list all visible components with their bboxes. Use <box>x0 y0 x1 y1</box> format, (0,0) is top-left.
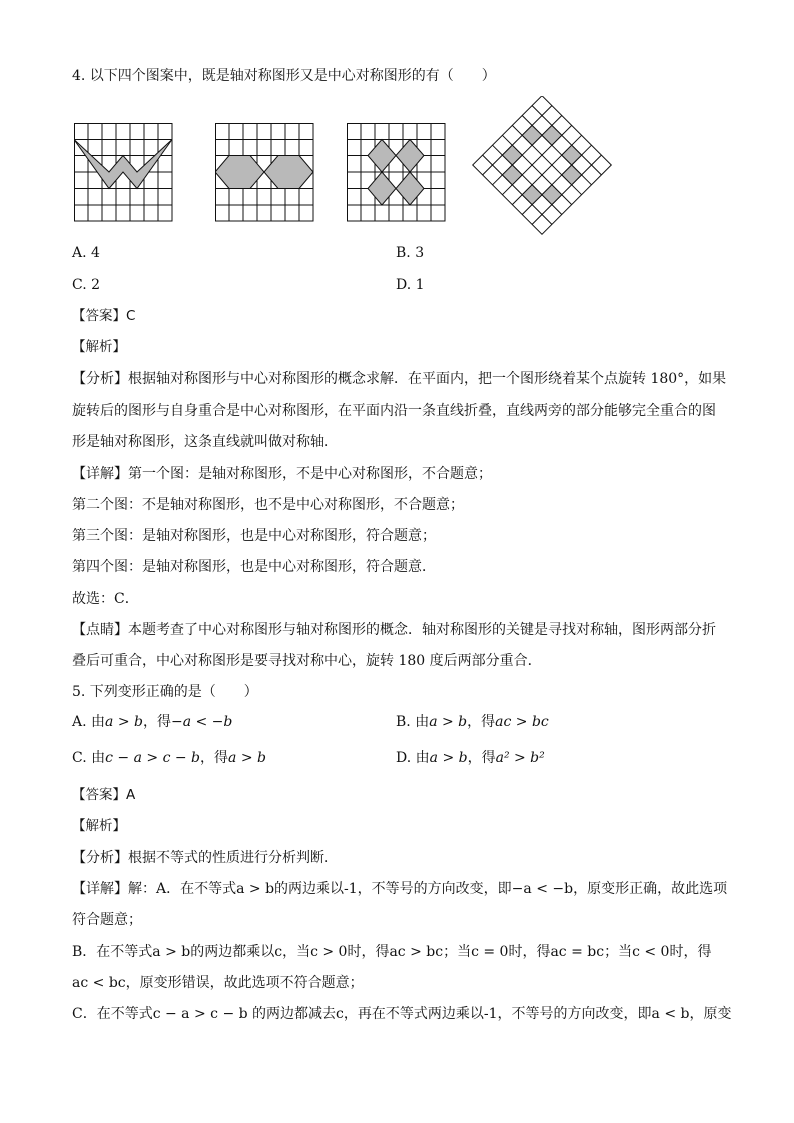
q4-fenxi-1: 【分析】根据轴对称图形与中心对称图形的概念求解．在平面内，把一个图形绕着某个点旋转 180°，如果 <box>72 371 727 387</box>
figure-3 <box>347 123 447 223</box>
diamond-bottom-right <box>396 172 424 205</box>
q5-stem: 5. 下列变形正确的是（ ） <box>72 684 258 700</box>
q5-option-c: C. 由c − a > c − b，得a > b <box>72 750 266 766</box>
q4-stem: 4. 以下四个图案中，既是轴对称图形又是中心对称图形的有（ ） <box>72 68 496 84</box>
diamond-bottom-left <box>368 172 396 205</box>
q4-analysis-tag: 【解析】 <box>72 339 126 355</box>
diamond-top-left <box>368 140 396 173</box>
q4-option-b: B. 3 <box>396 245 425 261</box>
q5-detail-1: 【详解】解：A．在不等式a > b的两边乘以-1，不等号的方向改变，即−a < −b，原变形正确，故此选项 <box>72 881 728 897</box>
q4-detail-2: 第二个图：不是轴对称图形，也不是中心对称图形，不合题意； <box>72 497 464 513</box>
figure-4 <box>472 96 614 238</box>
q4-fenxi-2: 旋转后的图形与自身重合是中心对称图形，在平面内沿一条直线折叠，直线两旁的部分能够完全重合的图 <box>72 403 716 419</box>
q5-detail-5: C．在不等式c − a > c − b 的两边都减去c，再在不等式两边乘以-1，不等号的方向改变，即a < b，原变 <box>72 1006 732 1022</box>
q5-detail-4: ac < bc，原变形错误，故此选项不符合题意； <box>72 975 364 991</box>
figure-2 <box>215 123 315 223</box>
diamond-top-right <box>396 140 424 173</box>
q5-option-d: D. 由a > b，得a² > b² <box>396 750 545 766</box>
q4-answer: 【答案】C <box>72 308 136 324</box>
q4-option-a: A. 4 <box>72 245 100 261</box>
q5-option-a: A. 由a > b，得−a < −b <box>72 714 233 730</box>
q4-detail-4: 第四个图：是轴对称图形，也是中心对称图形，符合题意． <box>72 559 436 575</box>
q4-fenxi-3: 形是轴对称图形，这条直线就叫做对称轴． <box>72 434 338 450</box>
q4-comment-1: 【点睛】本题考查了中心对称图形与轴对称图形的概念．轴对称图形的关键是寻找对称轴，图形两部分折 <box>72 622 716 638</box>
q5-analysis-tag: 【解析】 <box>72 818 126 834</box>
q4-option-d: D. 1 <box>396 277 425 293</box>
q4-option-c: C. 2 <box>72 277 101 293</box>
q4-comment-2: 叠后可重合，中心对称图形是要寻找对称中心，旋转 180 度后两部分重合． <box>72 653 542 669</box>
w-shape <box>74 140 172 189</box>
q5-answer: 【答案】A <box>72 787 136 803</box>
q5-detail-2: 符合题意； <box>72 912 142 928</box>
q4-detail-5: 故选：C． <box>72 591 139 607</box>
q4-detail-1: 【详解】第一个图：是轴对称图形，不是中心对称图形，不合题意； <box>72 466 492 482</box>
q5-option-b: B. 由a > b，得ac > bc <box>396 714 549 730</box>
q5-fenxi: 【分析】根据不等式的性质进行分析判断． <box>72 850 338 866</box>
q4-detail-3: 第三个图：是轴对称图形，也是中心对称图形，符合题意； <box>72 528 436 544</box>
q5-detail-3: B．在不等式a > b的两边都乘以c，当c > 0时，得ac > bc；当c = 0时，得ac = bc；当c < 0时，得 <box>72 944 712 960</box>
figure-1 <box>74 123 174 223</box>
